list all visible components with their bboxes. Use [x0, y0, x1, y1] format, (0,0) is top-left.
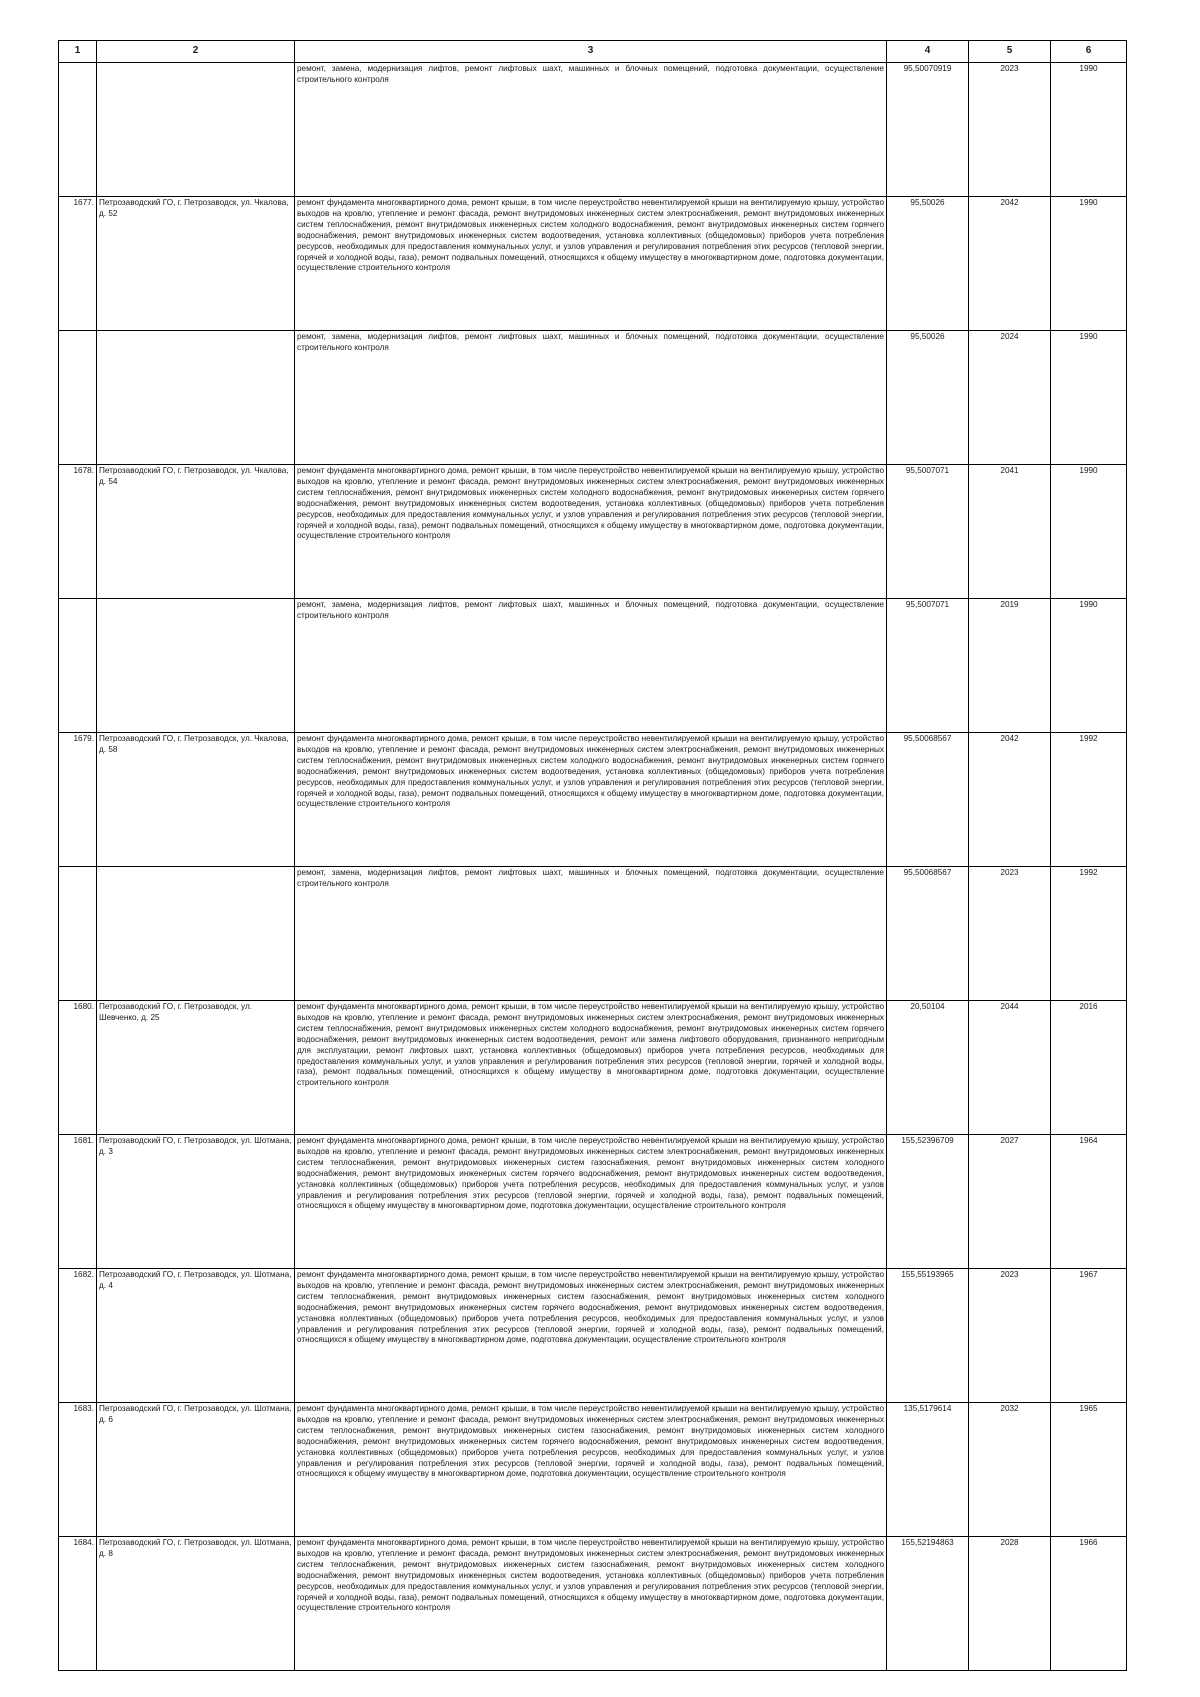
- row-work-types: ремонт фундамента многоквартирного дома, ремонт крыши, в том числе переустройство невентилируемой крыши на вентилируемую крышу, устройство выходов на кровлю, утепление и ремонт фасада, ремонт внутридомовых инженерных систем электроснабжения, ремонт внутридомовых инженерных систем теплоснабжения, ремонт внутридомовых инженерных систем газоснабжения, ремонт внутридомовых инженерных систем холодного водоснабжения, ремонт внутридомовых инженерных систем горячего водоснабжения, ремонт внутридомовых инженерных систем водоотведения, установка коллективных (общедомовых) приборов учета потребления ресурсов, необходимых для предоставления коммунальных услуг, и узлов управления и регулирования потребления этих ресурсов (тепловой энергии, горячей и холодной воды, газа), ремонт подвальных помещений, относящихся к общему имуществу в многоквартирном доме, подготовка документации, осуществление строительного контроля: [295, 1269, 887, 1403]
- row-work-types: ремонт, замена, модернизация лифтов, ремонт лифтовых шахт, машинных и блочных помещений, подготовка документации, осуществление строительного контроля: [295, 63, 887, 197]
- header-cell-3: 3: [295, 41, 887, 63]
- row-build-year: 1967: [1051, 1269, 1127, 1403]
- header-cell-4: 4: [887, 41, 969, 63]
- row-address: Петрозаводский ГО, г. Петрозаводск, ул. Чкалова, д. 54: [97, 465, 295, 599]
- row-build-year: 1992: [1051, 867, 1127, 1001]
- register-table: [58, 40, 1127, 1671]
- table-row: [59, 465, 1127, 599]
- table-row: [59, 733, 1127, 867]
- row-build-year: 1966: [1051, 1537, 1127, 1671]
- row-address: Петрозаводский ГО, г. Петрозаводск, ул. Шотмана, д. 4: [97, 1269, 295, 1403]
- row-number: 1677.: [59, 197, 97, 331]
- row-address: [97, 331, 295, 465]
- row-address: Петрозаводский ГО, г. Петрозаводск, ул. Чкалова, д. 52: [97, 197, 295, 331]
- row-planned-year: 2032: [969, 1403, 1051, 1537]
- header-cell-1: 1: [59, 41, 97, 63]
- row-address: [97, 867, 295, 1001]
- row-build-year: 2016: [1051, 1001, 1127, 1135]
- row-number: 1682.: [59, 1269, 97, 1403]
- row-address: [97, 599, 295, 733]
- row-value: 95,5007071: [887, 465, 969, 599]
- row-number: [59, 599, 97, 733]
- row-work-types: ремонт, замена, модернизация лифтов, ремонт лифтовых шахт, машинных и блочных помещений, подготовка документации, осуществление строительного контроля: [295, 867, 887, 1001]
- row-build-year: 1990: [1051, 331, 1127, 465]
- row-work-types: ремонт фундамента многоквартирного дома, ремонт крыши, в том числе переустройство невентилируемой крыши на вентилируемую крышу, устройство выходов на кровлю, утепление и ремонт фасада, ремонт внутридомовых инженерных систем электроснабжения, ремонт внутридомовых инженерных систем теплоснабжения, ремонт внутридомовых инженерных систем холодного водоснабжения, ремонт внутридомовых инженерных систем горячего водоснабжения, ремонт внутридомовых инженерных систем водоотведения, установка коллективных (общедомовых) приборов учета потребления ресурсов, необходимых для предоставления коммунальных услуг, и узлов управления и регулирования потребления этих ресурсов (тепловой энергии, горячей и холодной воды, газа), ремонт подвальных помещений, относящихся к общему имуществу в многоквартирном доме, подготовка документации, осуществление строительного контроля: [295, 197, 887, 331]
- header-cell-2: 2: [97, 41, 295, 63]
- row-value: 95,5007071: [887, 599, 969, 733]
- row-address: Петрозаводский ГО, г. Петрозаводск, ул. Шевченко, д. 25: [97, 1001, 295, 1135]
- row-planned-year: 2023: [969, 63, 1051, 197]
- row-address: Петрозаводский ГО, г. Петрозаводск, ул. Шотмана, д. 3: [97, 1135, 295, 1269]
- row-planned-year: 2041: [969, 465, 1051, 599]
- row-value: 95,50026: [887, 197, 969, 331]
- row-planned-year: 2024: [969, 331, 1051, 465]
- row-build-year: 1990: [1051, 599, 1127, 733]
- row-work-types: ремонт, замена, модернизация лифтов, ремонт лифтовых шахт, машинных и блочных помещений, подготовка документации, осуществление строительного контроля: [295, 331, 887, 465]
- row-value: 20,50104: [887, 1001, 969, 1135]
- row-work-types: ремонт фундамента многоквартирного дома, ремонт крыши, в том числе переустройство невентилируемой крыши на вентилируемую крышу, устройство выходов на кровлю, утепление и ремонт фасада, ремонт внутридомовых инженерных систем электроснабжения, ремонт внутридомовых инженерных систем теплоснабжения, ремонт внутридомовых инженерных систем холодного водоснабжения, ремонт внутридомовых инженерных систем горячего водоснабжения, ремонт внутридомовых инженерных систем водоотведения, установка коллективных (общедомовых) приборов учета потребления ресурсов, необходимых для предоставления коммунальных услуг, и узлов управления и регулирования потребления этих ресурсов (тепловой энергии, горячей и холодной воды, газа), ремонт подвальных помещений, относящихся к общему имуществу в многоквартирном доме, подготовка документации, осуществление строительного контроля: [295, 733, 887, 867]
- table-row: [59, 1001, 1127, 1135]
- row-address: [97, 63, 295, 197]
- row-number: 1679.: [59, 733, 97, 867]
- row-build-year: 1965: [1051, 1403, 1127, 1537]
- row-value: 155,52396709: [887, 1135, 969, 1269]
- row-value: 95,50070919: [887, 63, 969, 197]
- row-work-types: ремонт фундамента многоквартирного дома, ремонт крыши, в том числе переустройство невентилируемой крыши на вентилируемую крышу, устройство выходов на кровлю, утепление и ремонт фасада, ремонт внутридомовых инженерных систем электроснабжения, ремонт внутридомовых инженерных систем теплоснабжения, ремонт внутридомовых инженерных систем холодного водоснабжения, ремонт внутридомовых инженерных систем горячего водоснабжения, ремонт внутридомовых инженерных систем водоотведения, установка коллективных (общедомовых) приборов учета потребления ресурсов, необходимых для предоставления коммунальных услуг, и узлов управления и регулирования потребления этих ресурсов (тепловой энергии, горячей и холодной воды, газа), ремонт подвальных помещений, относящихся к общему имуществу в многоквартирном доме, подготовка документации, осуществление строительного контроля: [295, 465, 887, 599]
- row-build-year: 1964: [1051, 1135, 1127, 1269]
- table-row: [59, 1269, 1127, 1403]
- row-address: Петрозаводский ГО, г. Петрозаводск, ул. Чкалова, д. 58: [97, 733, 295, 867]
- row-planned-year: 2044: [969, 1001, 1051, 1135]
- row-build-year: 1990: [1051, 197, 1127, 331]
- header-cell-6: 6: [1051, 41, 1127, 63]
- row-value: 95,50068567: [887, 733, 969, 867]
- table-row: [59, 197, 1127, 331]
- table-row: [59, 63, 1127, 197]
- row-work-types: ремонт фундамента многоквартирного дома, ремонт крыши, в том числе переустройство невентилируемой крыши на вентилируемую крышу, устройство выходов на кровлю, утепление и ремонт фасада, ремонт внутридомовых инженерных систем электроснабжения, ремонт внутридомовых инженерных систем теплоснабжения, ремонт внутридомовых инженерных систем газоснабжения, ремонт внутридомовых инженерных систем холодного водоснабжения, ремонт внутридомовых инженерных систем водоотведения, установка коллективных (общедомовых) приборов учета потребления ресурсов, необходимых для предоставления коммунальных услуг, и узлов управления и регулирования потребления этих ресурсов (тепловой энергии, горячей и холодной воды, газа), ремонт подвальных помещений, относящихся к общему имуществу в многоквартирном доме, подготовка документации, осуществление строительного контроля: [295, 1537, 887, 1671]
- table-row: [59, 599, 1127, 733]
- row-value: 95,50026: [887, 331, 969, 465]
- row-address: Петрозаводский ГО, г. Петрозаводск, ул. Шотмана, д. 6: [97, 1403, 295, 1537]
- row-work-types: ремонт фундамента многоквартирного дома, ремонт крыши, в том числе переустройство невентилируемой крыши на вентилируемую крышу, устройство выходов на кровлю, утепление и ремонт фасада, ремонт внутридомовых инженерных систем электроснабжения, ремонт внутридомовых инженерных систем теплоснабжения, ремонт внутридомовых инженерных систем холодного водоснабжения, ремонт внутридомовых инженерных систем горячего водоснабжения, ремонт внутридомовых инженерных систем водоотведения, ремонт или замена лифтового оборудования, признанного непригодным для эксплуатации, ремонт лифтовых шахт, установка коллективных (общедомовых) приборов учета потребления ресурсов, необходимых для предоставления коммунальных услуг, и узлов управления и регулирования потребления этих ресурсов (тепловой энергии, горячей и холодной воды, газа), ремонт подвальных помещений, относящихся к общему имуществу в многоквартирном доме, подготовка документации, осуществление строительного контроля: [295, 1001, 887, 1135]
- row-value: 155,55193965: [887, 1269, 969, 1403]
- row-work-types: ремонт, замена, модернизация лифтов, ремонт лифтовых шахт, машинных и блочных помещений, подготовка документации, осуществление строительного контроля: [295, 599, 887, 733]
- row-planned-year: 2019: [969, 599, 1051, 733]
- row-build-year: 1990: [1051, 465, 1127, 599]
- row-planned-year: 2023: [969, 867, 1051, 1001]
- row-number: 1681.: [59, 1135, 97, 1269]
- row-number: 1683.: [59, 1403, 97, 1537]
- table-row: [59, 1135, 1127, 1269]
- header-cell-5: 5: [969, 41, 1051, 63]
- row-build-year: 1990: [1051, 63, 1127, 197]
- row-address: Петрозаводский ГО, г. Петрозаводск, ул. Шотмана, д. 8: [97, 1537, 295, 1671]
- table-row: [59, 1403, 1127, 1537]
- row-value: 95,50068567: [887, 867, 969, 1001]
- row-build-year: 1992: [1051, 733, 1127, 867]
- document-sheet: [58, 40, 1127, 1671]
- row-planned-year: 2042: [969, 197, 1051, 331]
- row-work-types: ремонт фундамента многоквартирного дома, ремонт крыши, в том числе переустройство невентилируемой крыши на вентилируемую крышу, устройство выходов на кровлю, утепление и ремонт фасада, ремонт внутридомовых инженерных систем электроснабжения, ремонт внутридомовых инженерных систем теплоснабжения, ремонт внутридомовых инженерных систем газоснабжения, ремонт внутридомовых инженерных систем холодного водоснабжения, ремонт внутридомовых инженерных систем горячего водоснабжения, ремонт внутридомовых инженерных систем водоотведения, установка коллективных (общедомовых) приборов учета потребления ресурсов, необходимых для предоставления коммунальных услуг, и узлов управления и регулирования потребления этих ресурсов (тепловой энергии, горячей и холодной воды, газа), ремонт подвальных помещений, относящихся к общему имуществу в многоквартирном доме, подготовка документации, осуществление строительного контроля: [295, 1403, 887, 1537]
- row-value: 135,5179614: [887, 1403, 969, 1537]
- table-row: [59, 1537, 1127, 1671]
- row-number: [59, 331, 97, 465]
- row-planned-year: 2023: [969, 1269, 1051, 1403]
- header-row: [59, 41, 1127, 63]
- row-number: 1678.: [59, 465, 97, 599]
- row-number: 1680.: [59, 1001, 97, 1135]
- row-work-types: ремонт фундамента многоквартирного дома, ремонт крыши, в том числе переустройство невентилируемой крыши на вентилируемую крышу, устройство выходов на кровлю, утепление и ремонт фасада, ремонт внутридомовых инженерных систем электроснабжения, ремонт внутридомовых инженерных систем теплоснабжения, ремонт внутридомовых инженерных систем газоснабжения, ремонт внутридомовых инженерных систем холодного водоснабжения, ремонт внутридомовых инженерных систем горячего водоснабжения, ремонт внутридомовых инженерных систем водоотведения, установка коллективных (общедомовых) приборов учета потребления ресурсов, необходимых для предоставления коммунальных услуг, и узлов управления и регулирования потребления этих ресурсов (тепловой энергии, горячей и холодной воды, газа), ремонт подвальных помещений, относящихся к общему имуществу в многоквартирном доме, подготовка документации, осуществление строительного контроля: [295, 1135, 887, 1269]
- row-number: 1684.: [59, 1537, 97, 1671]
- row-value: 155,52194863: [887, 1537, 969, 1671]
- row-planned-year: 2042: [969, 733, 1051, 867]
- row-planned-year: 2028: [969, 1537, 1051, 1671]
- row-number: [59, 867, 97, 1001]
- row-planned-year: 2027: [969, 1135, 1051, 1269]
- table-row: [59, 331, 1127, 465]
- table-row: [59, 867, 1127, 1001]
- row-number: [59, 63, 97, 197]
